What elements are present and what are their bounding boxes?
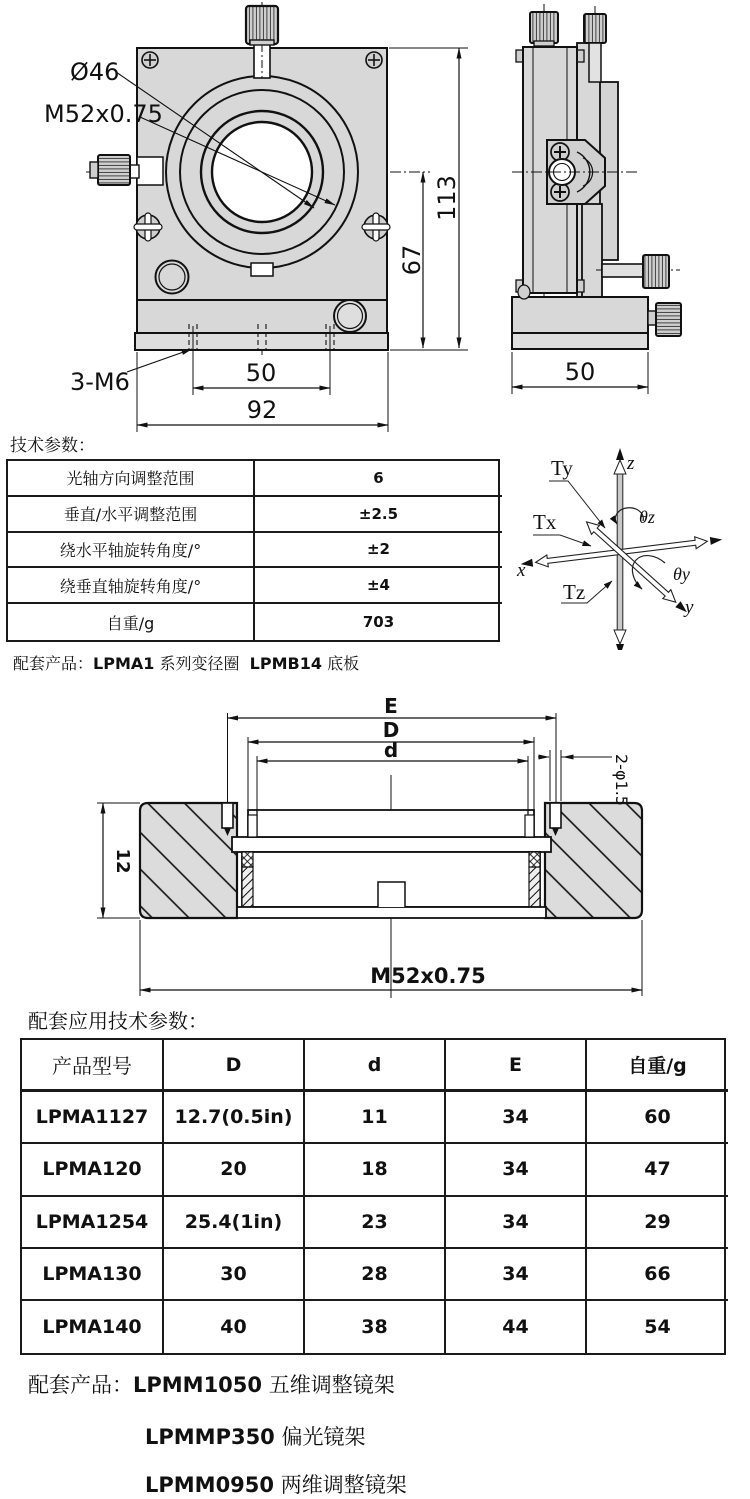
corner-screw-icon — [366, 52, 382, 68]
ty-label: Ty — [551, 456, 573, 480]
cell-E: 34 — [446, 1249, 587, 1301]
cell-weight: 47 — [587, 1144, 728, 1196]
cell-weight: 66 — [587, 1249, 728, 1301]
cross-section-drawing — [60, 680, 750, 1005]
side-lower-knob — [643, 255, 669, 288]
tech-params-title: 技术参数： — [10, 436, 95, 456]
cell-d: 18 — [305, 1144, 446, 1196]
param-value: 703 — [362, 613, 395, 632]
ring-bottom-tab — [251, 263, 273, 276]
param-label: 自重/g — [8, 604, 255, 640]
dim-thread: M52x0.75 — [370, 964, 486, 988]
col-header: 自重/g — [587, 1040, 728, 1092]
side-view-drawing — [512, 4, 681, 394]
front-dim-113: 113 — [433, 175, 461, 221]
accessories-model-lpmb14: LPMB14 — [249, 654, 322, 673]
param-label: 垂直/水平调整范围 — [8, 497, 255, 533]
col-header: E — [446, 1040, 587, 1092]
theta-y-arc — [632, 556, 665, 589]
col-header: d — [305, 1040, 446, 1092]
cell-D: 25.4(1in) — [164, 1197, 305, 1249]
col-header: 产品型号 — [22, 1040, 164, 1092]
cell-model: LPMA140 — [22, 1301, 164, 1353]
cell-E: 34 — [446, 1197, 587, 1249]
dim-E: E — [384, 694, 398, 718]
footer-model: LPMM1050 — [133, 1373, 263, 1397]
cell-D: 30 — [164, 1249, 305, 1301]
footer-line-1 — [28, 1369, 395, 1399]
footer-line-2 — [145, 1421, 365, 1451]
accessories-line — [13, 651, 359, 674]
dim-pin-holes: 2-φ1.5 — [612, 754, 631, 806]
tz-label: Tz — [563, 580, 586, 604]
footer-model: LPMMP350 — [145, 1425, 275, 1449]
side-adjuster-knob — [98, 155, 130, 185]
param-label: 绕水平轴旋转角度/° — [8, 533, 255, 569]
col-header: D — [164, 1040, 305, 1092]
front-dim-92: 92 — [246, 396, 278, 424]
cell-E: 34 — [446, 1144, 587, 1196]
footer-model: LPMM0950 — [145, 1473, 275, 1497]
technical-drawing-front-side — [0, 0, 750, 440]
cell-d: 38 — [305, 1301, 446, 1353]
cell-D: 12.7(0.5in) — [164, 1092, 305, 1144]
cell-weight: 60 — [587, 1092, 728, 1144]
side-dim-50: 50 — [564, 358, 596, 386]
front-dim-50: 50 — [245, 359, 277, 387]
base-knob — [656, 303, 681, 336]
side-top-knob — [530, 12, 558, 43]
side-second-knob — [584, 14, 606, 43]
front-thread-label: M52x0.75 — [44, 100, 163, 128]
dim-d: d — [383, 738, 399, 762]
cell-model: LPMA130 — [22, 1249, 164, 1301]
app-params-table — [20, 1038, 726, 1355]
tech-params-table — [6, 459, 500, 642]
pin-hole-slot — [550, 803, 561, 828]
accessories-text-2: 底板 — [327, 654, 360, 673]
top-adjuster-knob — [246, 6, 278, 44]
cell-model: LPMA1254 — [22, 1197, 164, 1249]
footer-desc: 五维调整镜架 — [268, 1373, 395, 1397]
accessories-prefix: 配套产品： — [13, 654, 94, 673]
seal-section — [529, 852, 540, 867]
cell-E: 34 — [446, 1092, 587, 1144]
accessories-text-1: 系列变径圈 — [159, 654, 240, 673]
param-value: ±2.5 — [255, 497, 502, 533]
app-params-title: 配套应用技术参数： — [28, 1009, 208, 1033]
cell-d: 28 — [305, 1249, 446, 1301]
x-axis-label: x — [517, 560, 526, 581]
dim-12: 12 — [112, 848, 133, 874]
cell-d: 11 — [305, 1092, 446, 1144]
param-label: 光轴方向调整范围 — [8, 461, 255, 497]
cell-weight: 54 — [644, 1315, 671, 1338]
param-value: ±2 — [255, 533, 502, 569]
cell-d: 23 — [305, 1197, 446, 1249]
center-notch — [378, 882, 405, 907]
param-value: ±4 — [255, 568, 502, 604]
cell-D: 40 — [164, 1301, 305, 1353]
footer-desc: 偏光镜架 — [281, 1425, 366, 1449]
seal-section — [242, 852, 253, 867]
theta-y-label: θy — [673, 564, 690, 584]
ty-leader — [549, 481, 605, 528]
front-view-drawing — [44, 2, 468, 432]
front-dim-67: 67 — [398, 244, 426, 276]
corner-screw-icon — [142, 52, 158, 68]
param-value: 6 — [255, 461, 502, 497]
footer-prefix: 配套产品： — [28, 1373, 133, 1397]
cell-weight: 29 — [587, 1197, 728, 1249]
cell-D: 20 — [164, 1144, 305, 1196]
tx-leader — [533, 535, 591, 546]
front-diameter-label: Ø46 — [70, 58, 120, 86]
cell-model: LPMA1127 — [22, 1092, 164, 1144]
theta-z-label: θz — [639, 507, 655, 527]
accessories-model-lpma1: LPMA1 — [93, 654, 155, 673]
footer-desc: 两维调整镜架 — [280, 1473, 407, 1497]
tx-label: Tx — [533, 510, 557, 534]
y-axis-label: y — [685, 597, 694, 618]
cell-model: LPMA120 — [22, 1144, 164, 1196]
footer-line-3 — [145, 1469, 407, 1499]
axis-diagram — [505, 443, 750, 650]
dim-D: D — [382, 718, 400, 742]
z-axis-label: z — [627, 453, 635, 474]
insert-top-ring — [248, 810, 534, 837]
param-label: 绕垂直轴旋转角度/° — [8, 568, 255, 604]
front-holes-label: 3-M6 — [70, 368, 130, 396]
pin-hole-slot — [222, 803, 233, 828]
insert-flange — [232, 837, 551, 852]
cell-E: 44 — [446, 1301, 587, 1353]
